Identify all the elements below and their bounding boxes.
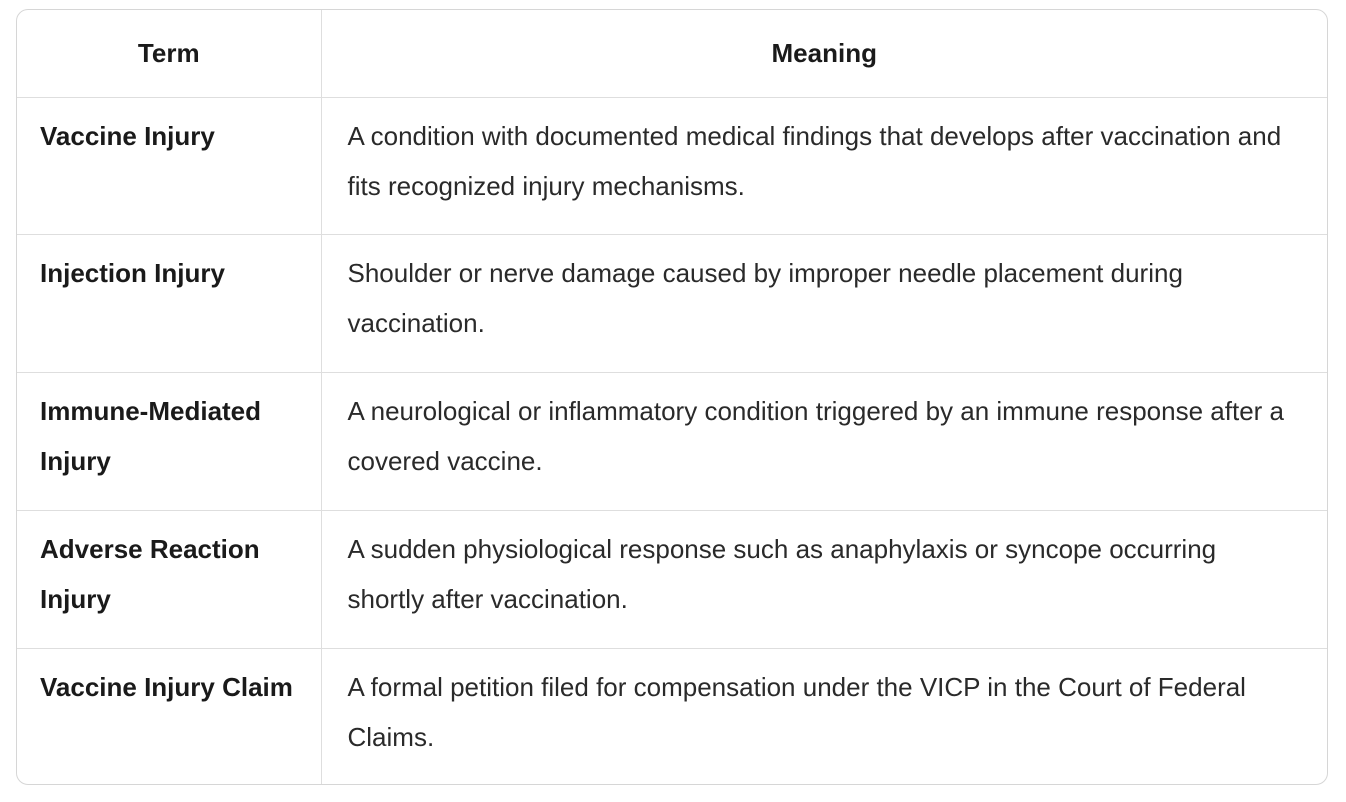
table-row <box>17 510 1327 648</box>
meaning-cell: A condition with documented medical findings that develops after vaccination and fits recognized injury mechanisms. <box>321 97 1327 235</box>
table-row <box>17 235 1327 373</box>
table-row <box>17 373 1327 511</box>
term-cell: Vaccine Injury <box>17 97 321 235</box>
term-cell: Adverse Reaction Injury <box>17 510 321 648</box>
header-term: Term <box>17 10 321 97</box>
meaning-cell: Shoulder or nerve damage caused by improper needle placement during vaccination. <box>321 235 1327 373</box>
terms-table-container <box>16 9 1328 785</box>
meaning-cell: A formal petition filed for compensation under the VICP in the Court of Federal Claims. <box>321 648 1327 785</box>
table-row <box>17 648 1327 785</box>
term-cell: Vaccine Injury Claim <box>40 671 293 702</box>
meaning-cell: A sudden physiological response such as anaphylaxis or syncope occurring shortly after vaccination. <box>321 510 1327 648</box>
table-header-row <box>17 10 1327 97</box>
meaning-cell: A neurological or inflammatory condition triggered by an immune response after a covered vaccine. <box>321 373 1327 511</box>
header-meaning: Meaning <box>321 10 1327 97</box>
table-row <box>17 97 1327 235</box>
terms-table <box>17 10 1327 785</box>
term-cell: Immune-Mediated Injury <box>17 373 321 511</box>
term-cell: Injection Injury <box>17 235 321 373</box>
